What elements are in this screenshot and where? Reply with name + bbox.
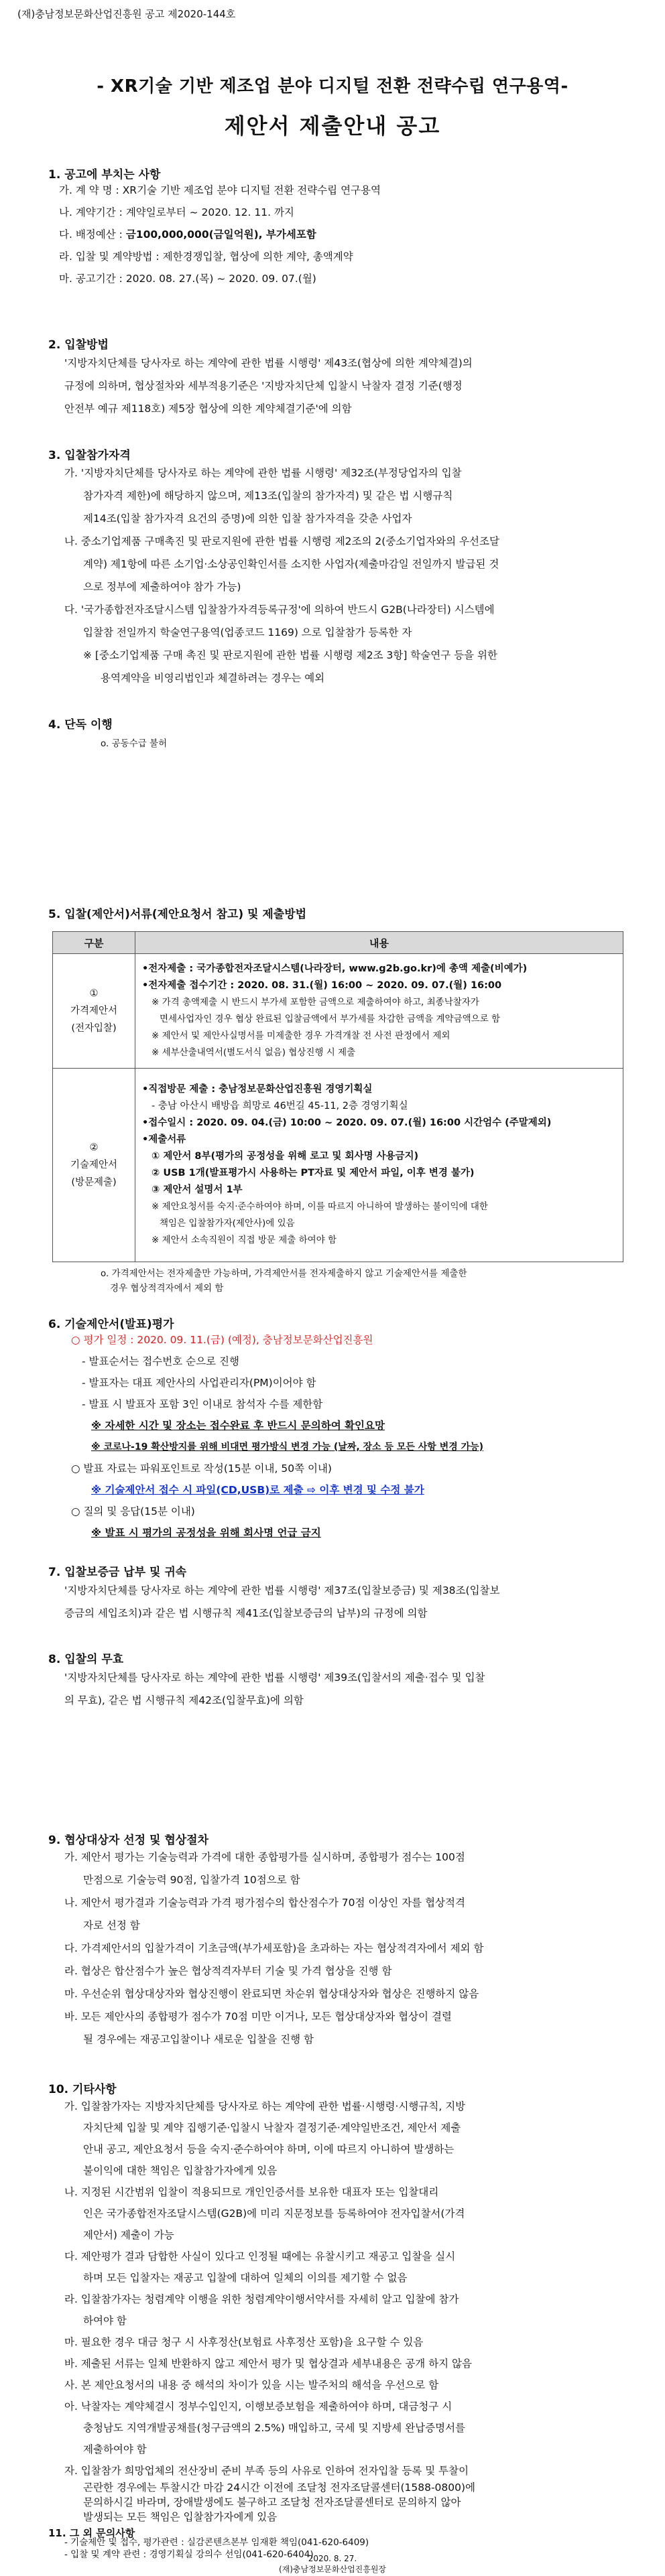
s3-text: 제14조(입찰 참가자격 요건의 증명)에 의한 입찰 참가자격을 갖춘 사업자 (83, 513, 412, 525)
s10-text: 사. 본 제안요청서의 내용 중 해석의 차이가 있을 시는 발주처의 해석을 우선으로 함 (64, 2379, 439, 2391)
project-title: - XR기술 기반 제조업 분야 디지털 전환 전략수립 연구용역- (97, 76, 568, 96)
s6-text: ※ 코로나-19 확산방지를 위해 비대면 평가방식 변경 가능 (날짜, 장소 등 모든 사항 변경 가능) (91, 1442, 484, 1452)
s2-text: 안전부 예규 제118호) 제5장 협상에 의한 계약체결기준'에 의함 (64, 403, 352, 415)
s10-text: 하여야 함 (83, 2315, 127, 2327)
s10-text: 충청남도 지역개발공채를(청구금액의 2.5%) 매입하고, 국세 및 지방세 완납증명서를 (83, 2422, 466, 2434)
s10-text: 발생되는 모든 책임은 입찰참가자에게 있음 (83, 2511, 278, 2523)
s11-contact: - 기술제안 및 접수, 평가관련 : 실감콘텐츠본부 임재환 책임(041-620-6409) (64, 2537, 369, 2548)
price-proposal-label: ① 가격제안서 (전자입찰) (53, 954, 135, 1069)
s10-text: 마. 필요한 경우 대금 청구 시 사후정산(보험료 사후정산 포함)을 요구할 수 있음 (64, 2336, 424, 2348)
s6-eval-date: ○ 평가 일정 : 2020. 09. 11.(금) (예정), 충남정보문화산업진흥원 (71, 1334, 373, 1346)
page-title: 제안서 제출안내 공고 (224, 113, 441, 139)
s10-text: 라. 입찰참가자는 청렴계약 이행을 위한 청렴계약이행서약서를 자세히 알고 입찰에 참가 (64, 2293, 459, 2305)
table-row (53, 954, 623, 1069)
s6-text: ※ 자세한 시간 및 장소는 접수완료 후 반드시 문의하여 확인요망 (91, 1420, 385, 1432)
table-header-category: 구분 (53, 932, 135, 954)
s8-text: 의 무효), 같은 법 시행규칙 제42조(입찰무효)에 의함 (64, 1694, 304, 1706)
price-proposal-content: •전자제출 : 국가종합전자조달시스템(나라장터, www.g2b.go.kr)에 총액 제출(비예가) •전자제출 접수기간 : 2020. 08. 31.(월) 16:00 ~ 2020. 09. 07.(월) 16:00 ※ 가격 총액제출 시 반드시 부가세 포함한 금액으로 제출하여야 하고, 최종낙찰자가 면세사업자인 경우 협상 완료된 입찰금액에서 부가세를 차감한 금액을 계약금액으로 함 ※ 제안서 및 제안사실명서를 미제출한 경우 가격개찰 전 사전 판정에서 제외 ※ 세부산출내역서(별도서식 없음) 협상진행 시 제출 (135, 954, 623, 1069)
section-8-heading: 8. 입찰의 무효 (48, 1653, 124, 1666)
s10-text: 아. 낙찰자는 계약체결시 정부수입인지, 이행보증보험을 제출하여야 하며, 대금청구 시 (64, 2400, 452, 2413)
s4-text: o. 공동수급 불허 (101, 738, 168, 749)
s6-text: - 발표 시 발표자 포함 3인 이내로 참석자 수를 제한함 (82, 1398, 323, 1410)
s7-text: '지방자치단체를 당사자로 하는 계약에 관한 법률 시행령' 제37조(입찰보증금) 및 제38조(입찰보 (64, 1584, 500, 1597)
s9-text: 다. 가격제안서의 입찰가격이 기초금액(부가세포함)을 초과하는 자는 협상적격자에서 제외 함 (64, 1942, 484, 1954)
s3-text: 계약) 제1항에 따른 소기업·소상공인확인서를 소지한 사업자(제출마감일 전일까지 발급된 것 (83, 558, 499, 570)
s7-text: 증금의 세입조치)과 같은 법 시행규칙 제41조(입찰보증금의 납부)의 규정에 의함 (64, 1607, 428, 1619)
s6-text: - 발표자는 대표 제안사의 사업관리자(PM)이어야 함 (82, 1377, 316, 1389)
section-10-heading: 10. 기타사항 (48, 2083, 117, 2096)
s1-item-notice-period: 마. 공고기간 : 2020. 08. 27.(목) ~ 2020. 09. 07.(월) (59, 273, 316, 285)
footer-org: (재)충남정보문화산업진흥원장 (278, 2565, 387, 2574)
s10-text: 바. 제출된 서류는 일체 반환하지 않고 제안서 평가 및 협상결과 세부내용은 공개 하지 않음 (64, 2358, 473, 2370)
s1-item-period: 나. 계약기간 : 계약일로부터 ~ 2020. 12. 11. 까지 (59, 206, 294, 218)
section-11-heading: 11. 그 외 문의사항 (48, 2527, 135, 2539)
section-7-heading: 7. 입찰보증금 납부 및 귀속 (48, 1566, 187, 1579)
s9-text: 나. 제안서 평가결과 기술능력과 가격 평가점수의 합산점수가 70점 이상인 자를 협상적격 (64, 1897, 465, 1909)
s3-text: 입찰참 전일까지 학술연구용역(업종코드 1169) 으로 입찰참가 등록한 자 (83, 626, 412, 638)
section-3-heading: 3. 입찰참가자격 (48, 449, 131, 462)
s9-text: 만점으로 기술능력 90점, 입찰가격 10점으로 함 (83, 1874, 300, 1886)
s10-text: 자치단체 입찰 및 계약 집행기준·입찰시 낙찰자 결정기준·계약일반조건, 제안서 제출 (83, 2122, 461, 2134)
s6-text: ※ 발표 시 평가의 공정성을 위해 회사명 언급 금지 (91, 1527, 321, 1539)
s6-text: ○ 발표 자료는 파워포인트로 작성(15분 이내, 50쪽 이내) (71, 1463, 332, 1475)
section-2-heading: 2. 입찰방법 (48, 338, 109, 352)
submission-table (52, 931, 623, 1262)
s9-text: 가. 제안서 평가는 기술능력과 가격에 대한 종합평가를 실시하며, 종합평가 점수는 100점 (64, 1851, 465, 1863)
section-9-heading: 9. 협상대상자 선정 및 협상절차 (48, 1834, 209, 1847)
s3-text: 가. '지방자치단체를 당사자로 하는 계약에 관한 법률 시행령' 제32조(부정당업자의 입찰 (64, 467, 462, 479)
s9-text: 자로 선정 함 (83, 1919, 140, 1931)
tech-proposal-content: •직접방문 제출 : 충남정보문화산업진흥원 경영기획실 - 충남 아산시 배방읍 희망로 46번길 45-11, 2층 경영기획실 •접수일시 : 2020. 09. 04.(금) 10:00 ~ 2020. 09. 07.(월) 16:00 시간엄수 (주말제외) •제출서류 ① 제안서 8부(평가의 공정성을 위해 로고 및 회사명 사용금지) ② USB 1개(발표평가시 사용하는 PT자료 및 제안서 파일, 이후 변경 불가) ③ 제안서 설명서 1부 ※ 제안요청서를 숙지·준수하여야 하며, 이를 따르지 아니하여 발생하는 불이익에 대한 책임은 입찰참가자(제안사)에 있음 ※ 제안서 소속직원이 직접 방문 제출 하여야 함 (135, 1069, 623, 1262)
s10-text: 자. 입찰참가 희망업체의 전산장비 준비 부족 등의 사유로 인하여 전자입찰 등록 및 투찰이 (64, 2465, 469, 2477)
s11-contact: - 입찰 및 계약 관련 : 경영기획실 강의수 선임(041-620-6404) (64, 2549, 314, 2560)
s8-text: '지방자치단체를 당사자로 하는 계약에 관한 법률 시행령' 제39조(입찰서의 제출·접수 및 입찰 (64, 1672, 485, 1684)
s6-text: - 발표순서는 접수번호 순으로 진행 (82, 1355, 239, 1367)
s9-text: 라. 협상은 합산점수가 높은 협상적격자부터 기술 및 가격 협상을 진행 함 (64, 1965, 392, 1977)
tech-proposal-label: ② 기술제안서 (방문제출) (53, 1069, 135, 1262)
s5-note: 경우 협상적격자에서 제외 함 (110, 1283, 224, 1294)
s5-note: o. 가격제안서는 전자제출만 가능하며, 가격제안서를 전자제출하지 않고 기술제안서를 제출한 (101, 1268, 467, 1279)
s6-text: ※ 기술제안서 접수 시 파일(CD,USB)로 제출 ⇨ 이후 변경 및 수정 불가 (91, 1484, 424, 1496)
section-5-heading: 5. 입찰(제안서)서류(제안요청서 참고) 및 제출방법 (48, 908, 307, 921)
section-6-heading: 6. 기술제안서(발표)평가 (48, 1318, 174, 1331)
s1-item-budget: 다. 배정예산 : 금100,000,000(금일억원), 부가세포함 (59, 228, 316, 241)
s10-text: 다. 제안평가 결과 담합한 사실이 있다고 인정될 때에는 유찰시키고 재공고 입찰을 실시 (64, 2250, 456, 2262)
s10-text: 인은 국가종합전자조달시스템(G2B)에 미리 지문정보를 등록하여야 전자입찰서(가격 (83, 2208, 465, 2220)
s10-text: 제출하여야 함 (83, 2443, 147, 2455)
s9-text: 마. 우선순위 협상대상자와 협상진행이 완료되면 차순위 협상대상자와 협상은 진행하지 않음 (64, 1988, 479, 2000)
s3-text: 나. 중소기업제품 구매촉진 및 판로지원에 관한 법률 시행령 제2조의 2(중소기업자와의 우선조달 (64, 535, 499, 547)
s9-text: 바. 모든 제안사의 종합평가 점수가 70점 미만 이거나, 모든 협상대상자와 협상이 결렬 (64, 2011, 452, 2023)
s3-text: 참가자격 제한)에 해당하지 않으며, 제13조(입찰의 참가자격) 및 같은 법 시행규칙 (83, 490, 453, 502)
footer-date: 2020. 8. 27. (308, 2554, 357, 2563)
s10-text: 하며 모든 입찰자는 재공고 입찰에 대하여 일체의 이의를 제기할 수 없음 (83, 2272, 408, 2284)
table-row (53, 1069, 623, 1262)
s10-text: 나. 지정된 시간범위 입찰이 적용되므로 개인인증서를 보유한 대표자 또는 입찰대리 (64, 2186, 439, 2198)
s10-text: 제안서) 제출이 가능 (83, 2229, 174, 2241)
section-4-heading: 4. 단독 이행 (48, 718, 113, 732)
s3-text: 다. '국가종합전자조달시스템 입찰참가자격등록규정'에 의하여 반드시 G2B(나라장터) 시스템에 (64, 604, 495, 616)
announcement-number: (재)충남정보문화산업진흥원 공고 제2020-144호 (17, 8, 236, 20)
s10-text: 곤란한 경우에는 투찰시간 마감 24시간 이전에 조달청 전자조달콜센터(1588-0800)에 (83, 2482, 476, 2494)
s10-text: 가. 입찰참가자는 지방자치단체를 당사자로 하는 계약에 관한 법률·시행령·시행규칙, 지방 (64, 2100, 466, 2112)
s10-text: 문의하시길 바라며, 장애발생에도 불구하고 조달청 전자조달콜센터로 문의하지 않아 (83, 2496, 461, 2508)
s1-item-method: 라. 입찰 및 계약방법 : 제한경쟁입찰, 협상에 의한 계약, 총액계약 (59, 251, 353, 263)
s2-text: '지방자치단체를 당사자로 하는 계약에 관한 법률 시행령' 제43조(협상에 의한 계약체결)의 (64, 357, 473, 369)
s10-text: 불이익에 대한 책임은 입찰참가자에게 있음 (83, 2165, 278, 2177)
section-1-heading: 1. 공고에 부치는 사항 (48, 168, 161, 182)
s3-text: 용역계약을 비영리법인과 체결하려는 경우는 예외 (101, 672, 325, 684)
s3-text: 으로 정부에 제출하여야 참가 가능) (83, 581, 241, 593)
s1-item-name: 가. 계 약 명 : XR기술 기반 제조업 분야 디지털 전환 전략수립 연구용역 (59, 184, 381, 196)
s2-text: 규정에 의하며, 협상절차와 세부적용기준은 '지방자치단체 입찰시 낙찰자 결정 기준(행정 (64, 380, 463, 392)
s9-text: 될 경우에는 재공고입찰이나 새로운 입찰을 진행 함 (83, 2033, 314, 2045)
s10-text: 안내 공고, 제안요청서 등을 숙지·준수하여야 하며, 이에 따르지 아니하여 발생하는 (83, 2143, 455, 2155)
table-header-content: 내용 (135, 932, 623, 954)
s3-text: ※ [중소기업제품 구매 촉진 및 판로지원에 관한 법률 시행령 제2조 3항] 학술연구 등을 위한 (83, 649, 497, 661)
s6-text: ○ 질의 및 응답(15분 이내) (71, 1505, 195, 1517)
